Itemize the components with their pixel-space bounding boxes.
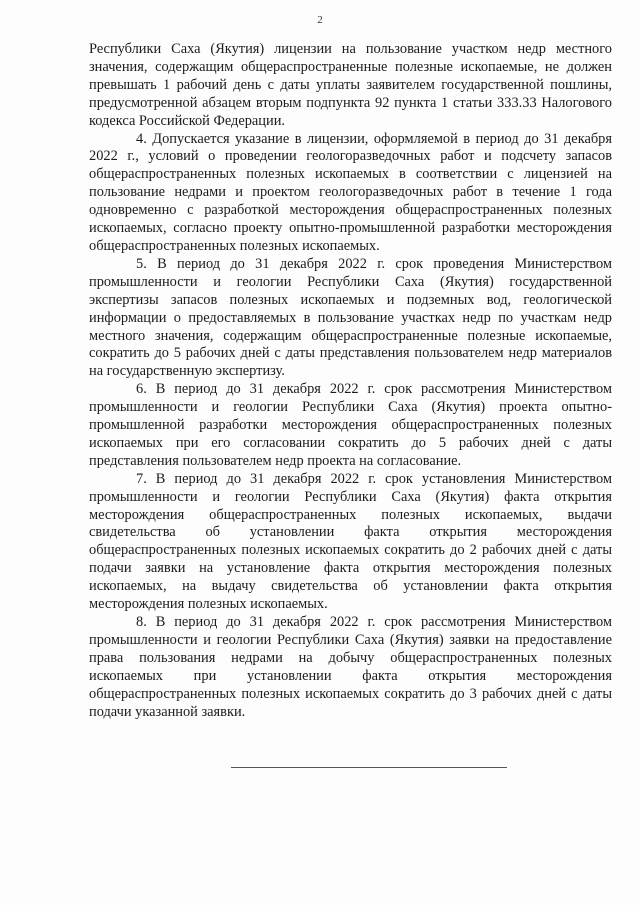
paragraph-item-4: 4. Допускается указание в лицензии, оформляемой в период до 31 декабря 2022 г., условий о проведении геологоразведочных работ и подсчету запасов общераспространенных полезных ископаемых в соответствии с лицензией на пользование недрами и проектом геологоразведочных работ в течение 1 года одновременно с разработкой месторождения общераспространенных полезных ископаемых, согласно проекту опытно-промышленной разработки месторождения общераспространенных полезных ископаемых. — [89, 130, 612, 254]
page-number: 2 — [317, 14, 323, 26]
paragraph-item-5: 5. В период до 31 декабря 2022 г. срок проведения Министерством промышленности и геологии Республики Саха (Якутия) государственной экспертизы запасов полезных ископаемых и подземных вод, геологической информации о предоставляемых в пользование участках недр по участкам недр местного значения, содержащим общераспространенные полезные ископаемые, сократить до 5 рабочих дней с даты представления пользователем недр материалов на государственную экспертизу. — [89, 255, 612, 380]
paragraph-item-6: 6. В период до 31 декабря 2022 г. срок рассмотрения Министерством промышленности и геологии Республики Саха (Якутия) проекта опытно-промышленной разработки месторождения общераспространенных полезных ископаемых при его согласовании сократить до 5 рабочих дней с даты представления пользователем недр проекта на согласование. — [89, 381, 612, 469]
paragraph-continuation: Республики Саха (Якутия) лицензии на пользование участком недр местного значения, содержащим общераспространенные полезные ископаемые, не должен превышать 1 рабочий день с даты уплаты заявителем государственной пошлины, предусмотренной абзацем вторым подпункта 92 пункта 1 статьи 333.33 Налогового кодекса Российской Федерации. — [89, 41, 612, 129]
paragraph-item-8: 8. В период до 31 декабря 2022 г. срок рассмотрения Министерством промышленности и геологии Республики Саха (Якутия) заявки на предоставление права пользования недрами на добычу общераспространенных полезных ископаемых при установлении факта открытия месторождения общераспространенных полезных ископаемых сократить до 3 рабочих дней с даты подачи указанной заявки. — [89, 614, 612, 720]
closing-divider — [231, 767, 507, 768]
paragraph-item-7: 7. В период до 31 декабря 2022 г. срок установления Министерством промышленности и геологии Республики Саха (Якутия) факта открытия месторождения общераспространенных полезных ископаемых, выдачи свидетельства об установлении факта открытия месторождения общераспространенных полезных ископаемых сократить до 2 рабочих дней с даты подачи заявки на установление факта открытия месторождения полезных ископаемых, на выдачу свидетельства об установлении факта открытия месторождения полезных ископаемых. — [89, 470, 612, 613]
document-body — [89, 41, 612, 721]
